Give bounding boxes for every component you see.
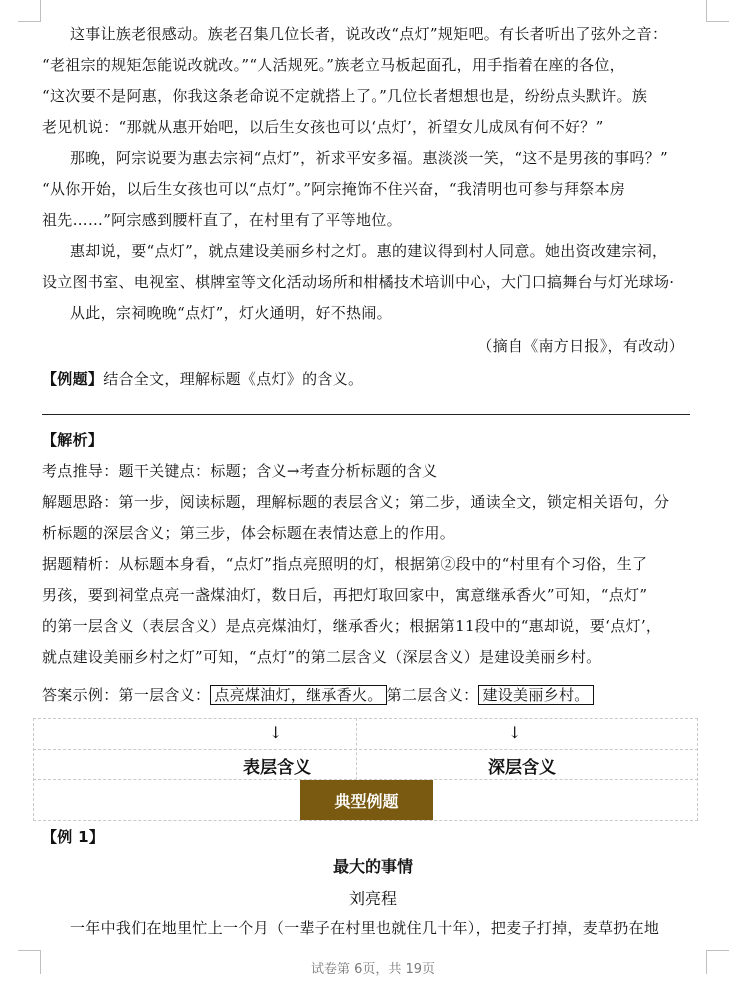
crop-mark-top-left-v xyxy=(40,0,41,22)
example-first-line: 一年中我们在地里忙上一个月（一辈子在村里也就住几十年），把麦子打掉，麦草扔在地 xyxy=(70,919,660,937)
passage-line: “从你开始，以后生女孩也可以“点灯”。”阿宗掩饰不住兴奋，“我清明也可参与拜祭本房 xyxy=(42,180,626,198)
crop-mark-bottom-right-h xyxy=(706,950,729,951)
table-border-right xyxy=(697,718,698,821)
passage-line: 从此，宗祠晚晚“点灯”，灯火通明，好不热闹。 xyxy=(70,304,392,322)
jingxi-line xyxy=(42,549,692,580)
example-title: 最大的事情 xyxy=(332,857,413,876)
jingxi-line-2: 男孩，要到祠堂点亮一盏煤油灯，数日后，再把灯取回家中，寓意继承香火”可知，“点灯” xyxy=(42,586,648,604)
header-surface-meaning: 表层含义 xyxy=(243,758,311,778)
arrow-down-icon: ↓ xyxy=(508,723,522,742)
jingxi-line-3: 的第一层含义（表层含义）是点亮煤油灯，继承香火；根据第11段中的“惠却说，要‘点灯’， xyxy=(42,617,662,635)
answer-second-label: 第二层含义： xyxy=(386,686,479,704)
source-citation: （摘自《南方日报》，有改动） xyxy=(477,337,684,355)
table-border-row1 xyxy=(33,749,698,750)
crop-mark-bottom-left-h xyxy=(18,950,41,951)
kaodian-text: 题干关键点：标题；含义→考查分析标题的含义 xyxy=(118,462,438,480)
passage-line: 祖先……”阿宗感到腰杆直了，在村里有了平等地位。 xyxy=(42,211,402,229)
answer-second-box: 建设美丽乡村。 xyxy=(478,685,593,705)
answer-line xyxy=(42,680,692,711)
divider-line xyxy=(42,414,690,415)
crop-mark-top-right-h xyxy=(706,21,729,22)
jingxi-text: 从标题本身看，“点灯”指点亮照明的灯，根据第②段中的“村里有个习俗，生了 xyxy=(118,555,648,573)
typical-example-badge: 典型例题 xyxy=(300,780,433,820)
silu-label: 解题思路： xyxy=(42,493,119,511)
page-footer: 试卷第 6页，共 19页 xyxy=(310,962,436,977)
passage-line: “这次要不是阿惠，你我这条老命说不定就搭上了。”几位长者想想也是，纷纷点头默许。族 xyxy=(42,87,648,105)
table-border-top xyxy=(33,718,698,719)
passage-line: 惠却说，要“点灯”，就点建设美丽乡村之灯。惠的建议得到村人同意。她出资改建宗祠， xyxy=(70,242,668,260)
silu-line-2: 析标题的深层含义；第三步，体会标题在表情达意上的作用。 xyxy=(42,524,456,542)
passage-line: “老祖宗的规矩怎能说改就改。”“人活规死。”族老立马板起面孔，用手指着在座的各位， xyxy=(42,56,625,74)
crop-mark-top-left-h xyxy=(18,21,41,22)
answer-first-label: 第一层含义： xyxy=(118,686,211,704)
example-tag: 【例 1】 xyxy=(42,828,105,846)
silu-text: 第一步，阅读标题，理解标题的表层含义；第二步，通读全文，锁定相关语句，分 xyxy=(118,493,670,511)
passage-line: 那晚，阿宗说要为惠去宗祠“点灯”，祈求平安多福。惠淡淡一笑，“这不是男孩的事吗？” xyxy=(70,149,668,167)
answer-label: 答案示例： xyxy=(42,686,119,704)
kaodian-line xyxy=(42,456,692,487)
table-border-middle xyxy=(356,718,357,780)
question-tag: 【例题】 xyxy=(42,370,104,388)
kaodian-label: 考点推导： xyxy=(42,462,119,480)
silu-line xyxy=(42,487,692,518)
jingxi-label: 据题精析： xyxy=(42,555,119,573)
arrow-down-icon: ↓ xyxy=(269,723,283,742)
passage-line: 这事让族老很感动。族老召集几位长者，说改改“点灯”规矩吧。有长者听出了弦外之音： xyxy=(70,25,668,43)
header-deep-meaning: 深层含义 xyxy=(488,758,556,778)
crop-mark-top-right-v xyxy=(706,0,707,22)
passage-line: 设立图书室、电视室、棋牌室等文化活动场所和柑橘技术培训中心，大门口搞舞台与灯光球场· xyxy=(42,273,675,291)
question-text: 结合全文，理解标题《点灯》的含义。 xyxy=(103,370,364,388)
question-line xyxy=(42,364,692,395)
jingxi-line-4: 就点建设美丽乡村之灯”可知，“点灯”的第二层含义（深层含义）是建设美丽乡村。 xyxy=(42,648,602,666)
passage-line: 老见机说：“那就从惠开始吧，以后生女孩也可以‘点灯’，祈望女儿成凤有何不好？” xyxy=(42,118,604,136)
table-border-bottom xyxy=(33,820,698,821)
example-author: 刘亮程 xyxy=(348,889,397,908)
analysis-tag: 【解析】 xyxy=(42,431,104,449)
table-border-left xyxy=(33,718,34,821)
answer-first-box: 点亮煤油灯，继承香火。 xyxy=(210,685,386,705)
